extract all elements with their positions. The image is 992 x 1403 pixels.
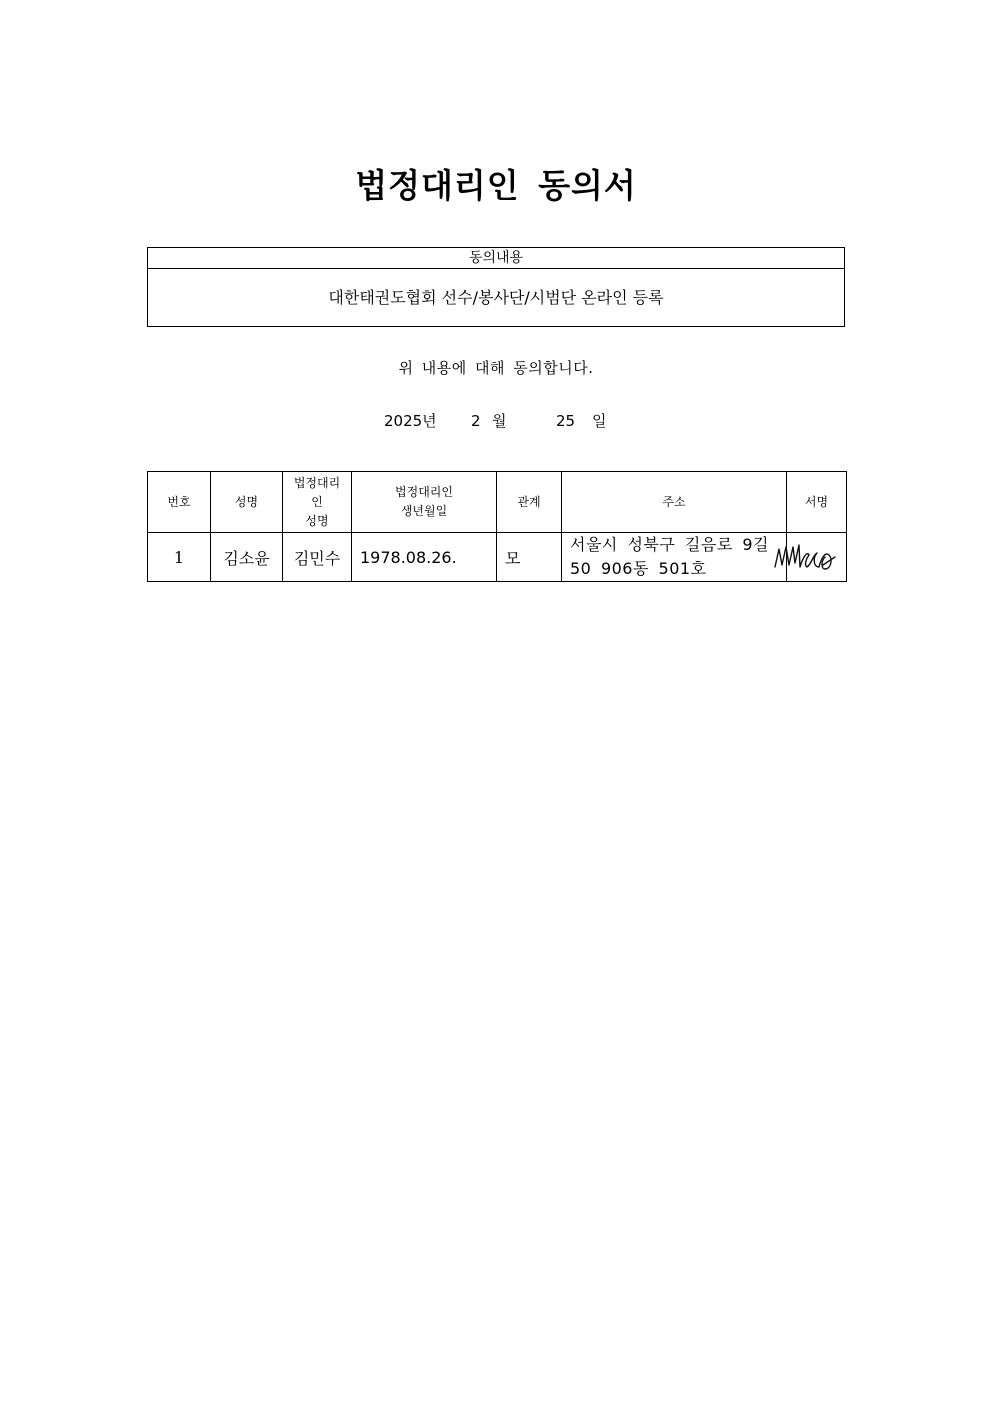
cell-signature <box>787 533 847 582</box>
header-guardian-name-line2: 인 <box>311 494 323 509</box>
cell-relation: 모 <box>497 533 562 582</box>
signature-image <box>773 537 837 577</box>
cell-guardian-birth: 1978.08.26. <box>352 533 497 582</box>
date-day-value: 25 <box>556 412 576 430</box>
date-month-unit: 월 <box>492 412 507 430</box>
document-title: 법정대리인 동의서 <box>355 166 637 205</box>
address-line2: 50 906동 501호 <box>570 559 707 578</box>
agreement-text: 위 내용에 대해 동의합니다. <box>398 359 594 377</box>
header-guardian-name-line1: 법정대리 <box>293 475 341 490</box>
table-header-row <box>148 472 847 533</box>
date-day-unit: 일 <box>592 412 607 430</box>
header-guardian-name <box>283 472 352 533</box>
date-year: 2025년 <box>384 412 437 430</box>
header-guardian-birth <box>352 472 497 533</box>
header-number: 번호 <box>148 472 211 533</box>
cell-number: 1 <box>148 533 211 582</box>
consent-box <box>147 247 845 327</box>
cell-guardian-name: 김민수 <box>283 533 352 582</box>
consent-content: 대한태권도협회 선수/봉사단/시범단 온라인 등록 <box>328 288 664 307</box>
header-guardian-birth-line2: 생년월일 <box>400 504 448 518</box>
date-month-value: 2 <box>471 412 481 430</box>
header-guardian-name-line3: 성명 <box>305 513 329 528</box>
header-signature: 서명 <box>787 472 847 533</box>
registration-table <box>147 471 847 582</box>
header-relation: 관계 <box>497 472 562 533</box>
cell-address <box>562 533 787 582</box>
table-row <box>148 533 847 582</box>
header-guardian-birth-line1: 법정대리인 <box>395 485 453 499</box>
consent-header: 동의내용 <box>148 248 844 269</box>
header-address: 주소 <box>562 472 787 533</box>
cell-name: 김소윤 <box>211 533 283 582</box>
header-name: 성명 <box>211 472 283 533</box>
address-line1: 서울시 성북구 길음로 9길 <box>570 535 769 554</box>
